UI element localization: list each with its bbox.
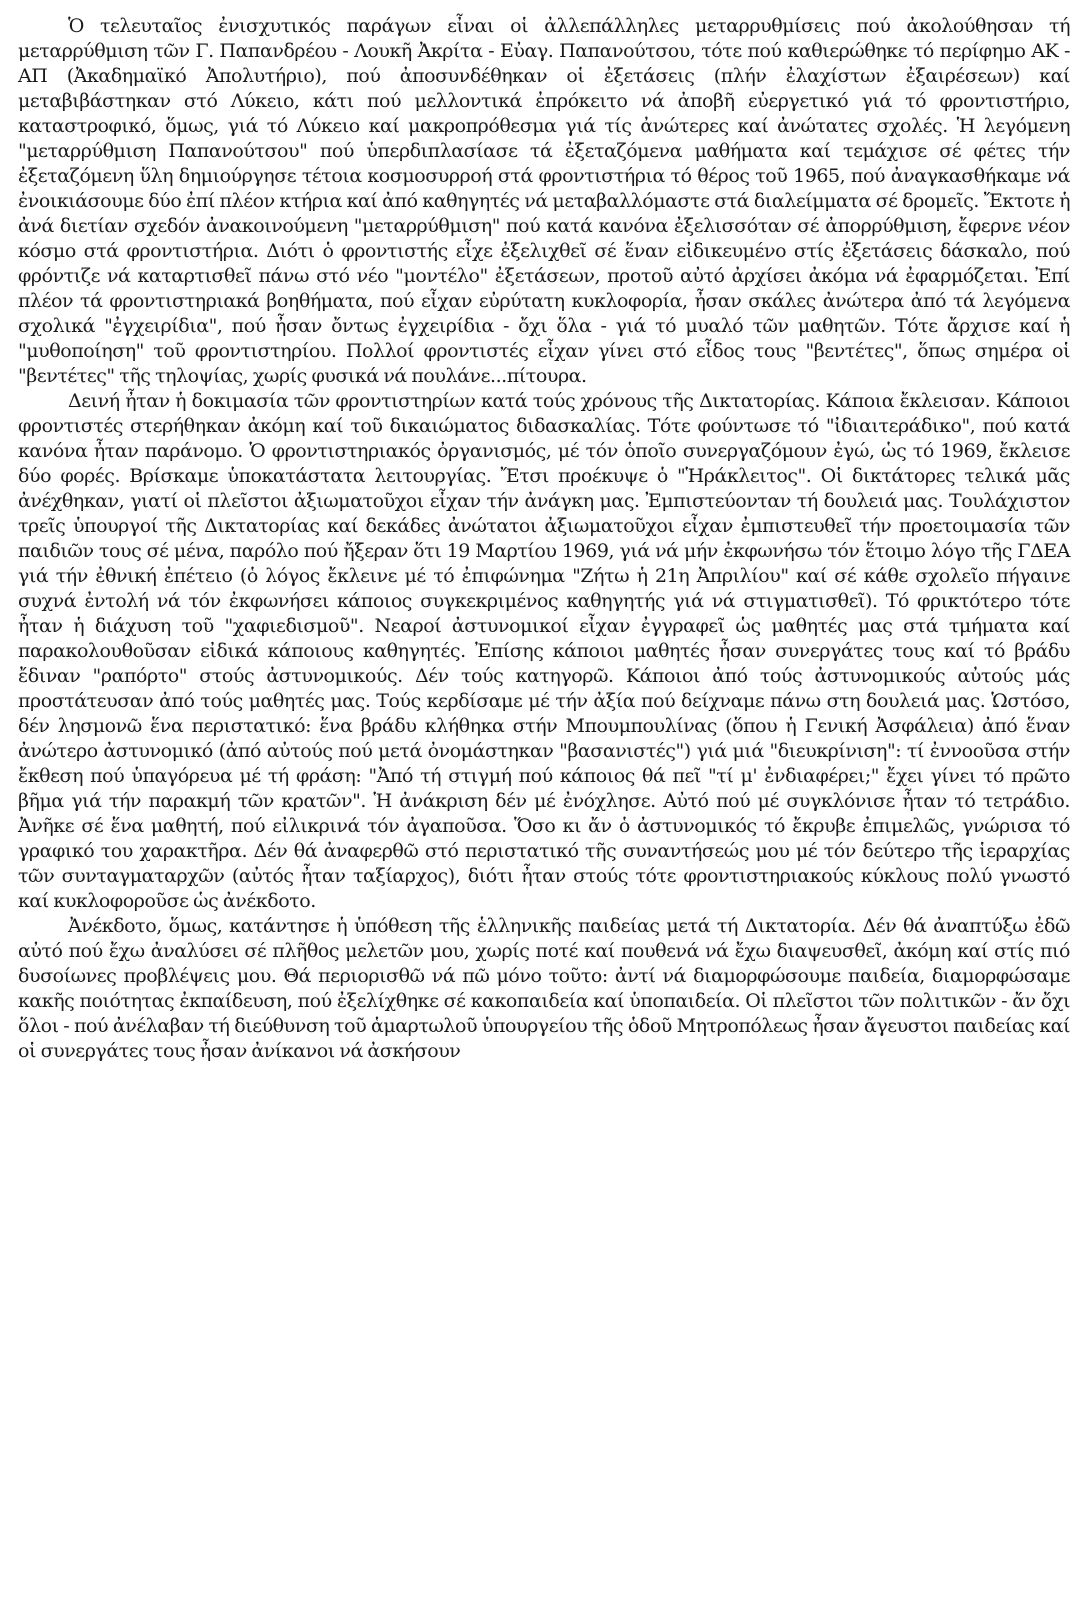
paragraph-reforms: Ὁ τελευταῖος ἐνισχυτικός παράγων εἶναι οἱ ἀλλεπάλληλες μεταρρυθμίσεις πού ἀκολούθησαν τή μεταρρύθμιση τῶν Γ. Παπανδρέου - Λουκῆ Ἀκρίτα - Εὐαγ. Παπανούτσου, τότε πού καθιερώθηκε τό περίφημο ΑΚ - ΑΠ (Ἀκαδημαϊκό Ἀπολυτήριο), πού ἀποσυνδέθηκαν οἱ ἐξετάσεις (πλήν ἐλαχίστων ἐξαιρέσεων) καί μεταβιβάστηκαν στό Λύκειο, κάτι πού μελλοντικά ἐπρόκειτο νά ἀποβῆ εὐεργετικό γιά τό φροντιστήριο, καταστροφικό, ὅμως, γιά τό Λύκειο καί μακροπρόθεσμα γιά τίς ἀνώτερες καί ἀνώτατες σχολές. Ἡ λεγόμενη "μεταρρύθμιση Παπανούτσου" πού ὑπερδιπλασίασε τά ἐξεταζόμενα μαθήματα καί τεμάχισε σέ φέτες τήν ἐξεταζόμενη ὕλη δημιούργησε τέτοια κοσμοσυρροή στά φροντιστήρια τό θέρος τοῦ 1965, πού ἀναγκασθήκαμε νά ἐνοικιάσουμε δύο ἐπί πλέον κτήρια καί ἀπό καθηγητές νά μεταβαλλόμαστε στά διαλείμματα σέ δρομεῖς. Ἔκτοτε ἡ ἀνά διετίαν σχεδόν ἀνακοινούμενη "μεταρρύθμιση" πού κατά κανόνα ἐξελισσόταν σέ ἀπορρύθμιση, ἔφερνε νέον κόσμο στά φροντιστήρια. Διότι ὁ φροντιστής εἶχε ἐξελιχθεῖ σέ ἕναν εἰδικευμένο στίς ἐξετάσεις δάσκαλο, πού φρόντιζε νά καταρτισθεῖ πάνω στό νέο "μοντέλο" ἐξετάσεων, προτοῦ αὐτό ἀρχίσει ἀκόμα νά ἐφαρμόζεται. Ἐπί πλέον τά φροντιστηριακά βοηθήματα, πού εἶχαν εὐρύτατη κυκλοφορία, ἦσαν σκάλες ἀνώτερα ἀπό τά λεγόμενα σχολικά "ἐγχειρίδια", πού ἦσαν ὄντως ἐγχειρίδια - ὄχι ὅλα - γιά τό μυαλό τῶν μαθητῶν. Τότε ἄρχισε καί ἡ "μυθοποίηση" τοῦ φροντιστηρίου. Πολλοί φροντιστές εἶχαν γίνει στό εἶδος τους "βεντέτες", ὅπως σημέρα οἱ "βεντέτες" τῆς τηλοψίας, χωρίς φυσικά νά πουλάνε...πίτουρα. [18, 15, 1070, 387]
document-page [18, 14, 1070, 1064]
paragraph-post-dictatorship: Ἀνέκδοτο, ὅμως, κατάντησε ἡ ὑπόθεση τῆς ἑλληνικῆς παιδείας μετά τή Δικτατορία. Δέν θά ἀναπτύξω ἐδῶ αὐτό πού ἔχω ἀναλύσει σέ πλῆθος μελετῶν μου, χωρίς ποτέ καί πουθενά νά ἔχω διαψευσθεῖ, ἀκόμη καί στίς πιό δυσοίωνες προβλέψεις μου. Θά περιορισθῶ νά πῶ μόνο τοῦτο: ἀντί νά διαμορφώσουμε παιδεία, διαμορφώσαμε κακῆς ποιότητας ἐκπαίδευση, πού ἐξελίχθηκε σέ κακοπαιδεία καί ὑποπαιδεία. Οἱ πλεῖστοι τῶν πολιτικῶν - ἄν ὄχι ὅλοι - πού ἀνέλαβαν τή διεύθυνση τοῦ ἁμαρτωλοῦ ὑπουργείου τῆς ὁδοῦ Μητροπόλεως ἦσαν ἄγευστοι παιδείας καί οἱ συνεργάτες τους ἦσαν ἀνίκανοι νά ἀσκήσουν [18, 915, 1070, 1062]
paragraph-dictatorship: Δεινή ἦταν ἡ δοκιμασία τῶν φροντιστηρίων κατά τούς χρόνους τῆς Δικτατορίας. Κάποια ἔκλεισαν. Κάποιοι φροντιστές στερήθηκαν ἀκόμη καί τοῦ δικαιώματος διδασκαλίας. Τότε φούντωσε τό "ἰδιαιτεράδικο", πού κατά κανόνα ἦταν παράνομο. Ὁ φροντιστηριακός ὀργανισμός, μέ τόν ὁποῖο συνεργαζόμουν ἐγώ, ὡς τό 1969, ἔκλεισε δύο φορές. Βρίσκαμε ὑποκατάστατα λειτουργίας. Ἔτσι προέκυψε ὁ "Ἡράκλειτος". Οἱ δικτάτορες τελικά μᾶς ἀνέχθηκαν, γιατί οἱ πλεῖστοι ἀξιωματοῦχοι εἶχαν τήν ἀνάγκη μας. Ἐμπιστεύονταν τή δουλειά μας. Τουλάχιστον τρεῖς ὑπουργοί τῆς Δικτατορίας καί δεκάδες ἀνώτατοι ἀξιωματοῦχοι εἶχαν ἐμπιστευθεῖ τήν προετοιμασία τῶν παιδιῶν τους σέ μένα, παρόλο πού ἤξεραν ὅτι 19 Μαρτίου 1969, γιά νά μήν ἐκφωνήσω τόν ἕτοιμο λόγο τῆς ΓΔΕΑ γιά τήν ἐθνική ἐπέτειο (ὁ λόγος ἔκλεινε μέ τό ἐπιφώνημα "Ζήτω ἡ 21η Ἀπριλίου" καί σέ κάθε σχολεῖο πήγαινε συχνά ἐντολή νά τόν ἐκφωνήσει κάποιος συγκεκριμένος καθηγητής γιά νά στιγματισθεῖ). Τό φρικτότερο τότε ἦταν ἡ διάχυση τοῦ "χαφιεδισμοῦ". Νεαροί ἀστυνομικοί εἶχαν ἐγγραφεῖ ὡς μαθητές μας στά τμήματα καί παρακολουθοῦσαν εἰδικά κάποιους καθηγητές. Ἐπίσης κάποιοι μαθητές ἦσαν συνεργάτες τους καί τό βράδυ ἔδιναν "ραπόρτο" στούς ἀστυνομικούς. Δέν τούς κατηγορῶ. Κάποιοι ἀπό τούς ἀστυνομικούς αὐτούς μάς προστάτευσαν ἀπό τούς μαθητές μας. Τούς κερδίσαμε μέ τήν ἀξία πού δείχναμε πάνω στη δουλειά μας. Ὡστόσο, δέν λησμονῶ ἕνα περιστατικό: ἕνα βράδυ κλήθηκα στήν Μπουμπουλίνας (ὅπου ἡ Γενική Ἀσφάλεια) ἀπό ἕναν ἀνώτερο ἀστυνομικό (ἀπό αὐτούς πού μετά ὀνομάστηκαν "βασανιστές") γιά μιά "διευκρίνιση": τί ἐννοοῦσα στήν ἔκθεση πού ὑπαγόρευα μέ τή φράση: "Ἀπό τή στιγμή πού κάποιος θά πεῖ "τί μ' ἐνδιαφέρει;" ἔχει γίνει τό πρῶτο βῆμα γιά τήν παρακμή τῶν κρατῶν". Ἡ ἀνάκριση δέν μέ ἐνόχλησε. Αὐτό πού μέ συγκλόνισε ἦταν τό τετράδιο. Ἀνῆκε σέ ἕνα μαθητή, πού εἰλικρινά τόν ἀγαποῦσα. Ὅσο κι ἄν ὁ ἀστυνομικός τό ἔκρυβε ἐπιμελῶς, γνώρισα τό γραφικό του χαρακτῆρα. Δέν θά ἀναφερθῶ στό περιστατικό τῆς συναντήσεώς μου μέ τόν δεύτερο τῆς ἱεραρχίας τῶν συνταγματαρχῶν (αὐτός ἦταν ταξίαρχος), διότι ἦταν στούς τότε φροντιστηριακούς κύκλους πολύ γνωστό καί κυκλοφοροῦσε ὡς ἀνέκδοτο. [18, 390, 1070, 912]
